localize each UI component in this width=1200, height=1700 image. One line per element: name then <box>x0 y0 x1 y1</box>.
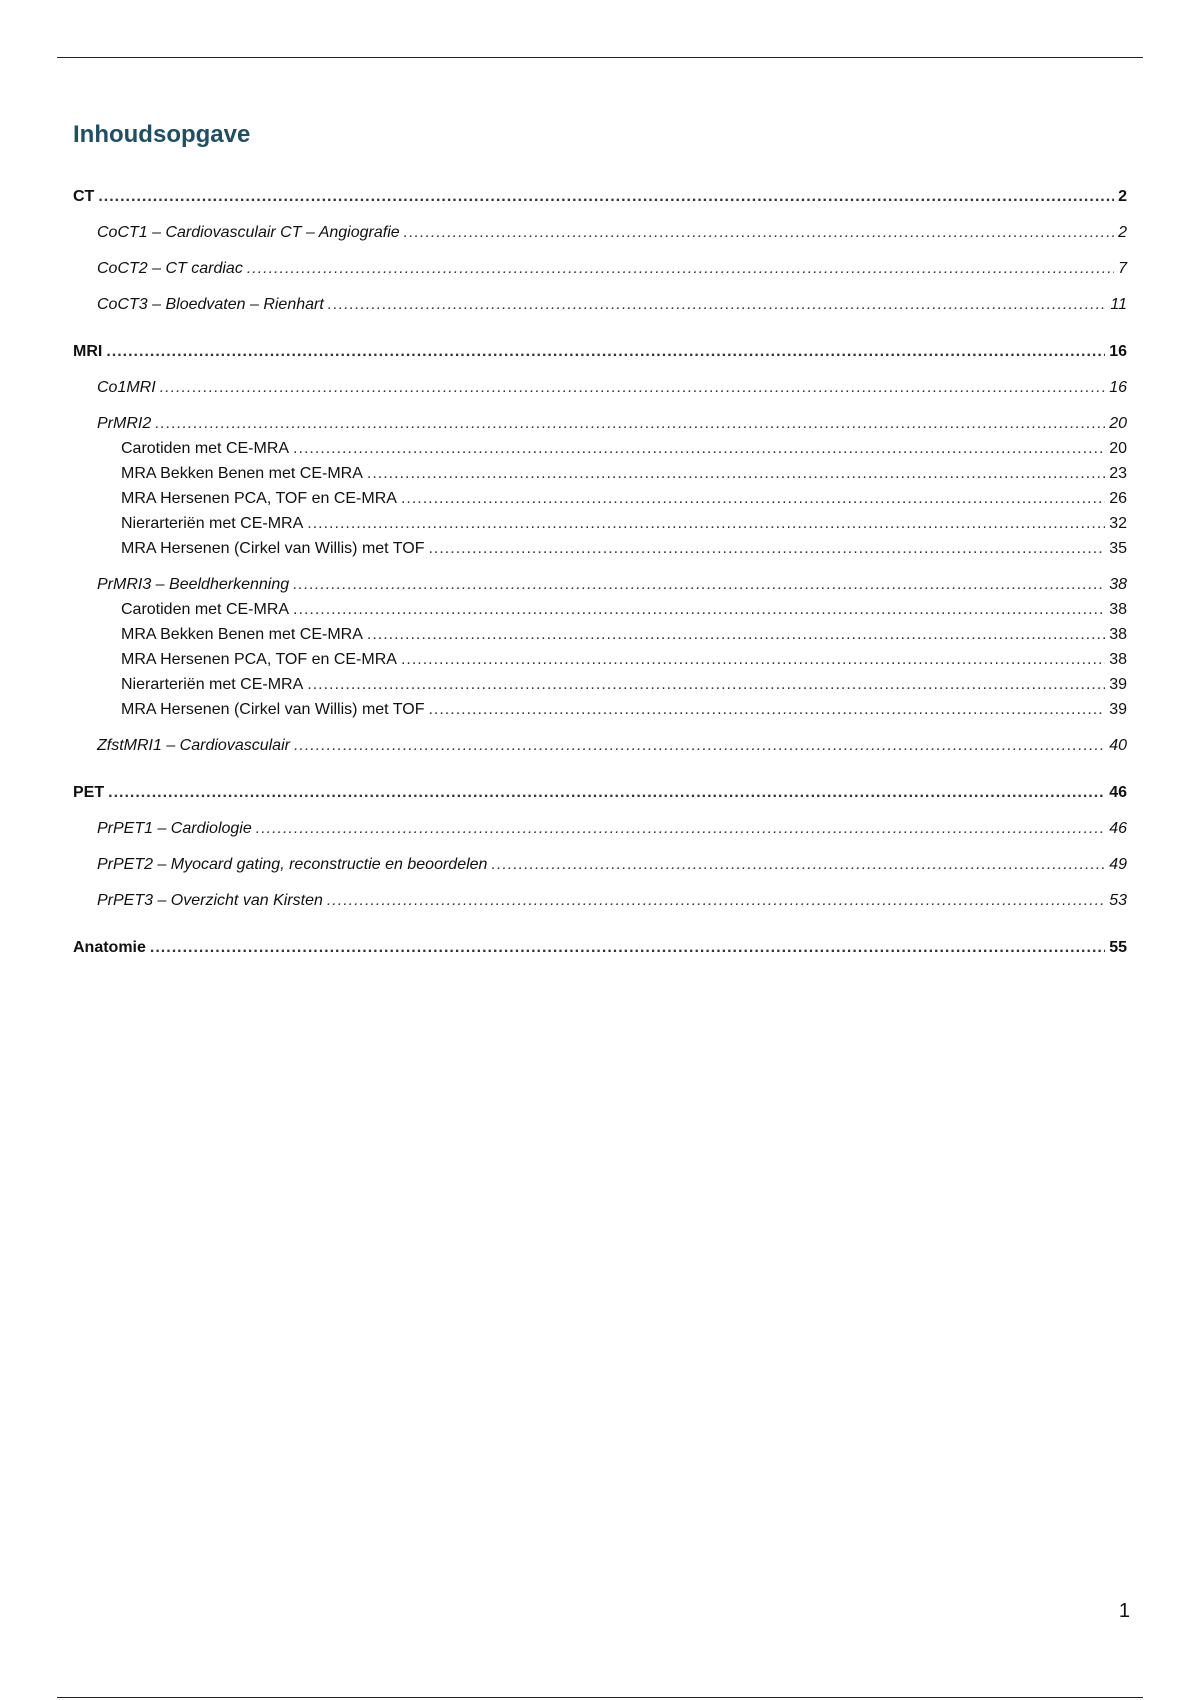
header-rule <box>57 57 1143 58</box>
toc-entry-page: 39 <box>1109 701 1127 718</box>
toc-entry[interactable] <box>73 574 1127 596</box>
toc-entry[interactable] <box>73 735 1127 757</box>
toc-entry[interactable] <box>73 186 1127 208</box>
toc-entry-page: 20 <box>1109 415 1127 432</box>
toc-entry[interactable] <box>73 463 1127 485</box>
toc-entry[interactable] <box>73 890 1127 912</box>
toc-entry-page: 46 <box>1109 784 1127 801</box>
toc-entry-label: PrMRI2 <box>97 415 152 432</box>
toc-dot-leader <box>401 488 1105 510</box>
toc-dot-leader <box>428 699 1105 721</box>
toc-title: Inhoudsopgave <box>73 121 251 148</box>
toc-entry-page: 7 <box>1118 260 1127 277</box>
toc-entry-label: Nierarteriën met CE-MRA <box>121 515 304 532</box>
toc-entry[interactable] <box>73 538 1127 560</box>
toc-entry[interactable] <box>73 377 1127 399</box>
toc-entry-page: 46 <box>1109 820 1127 837</box>
toc-entry-page: 32 <box>1109 515 1127 532</box>
toc-entry-label: CoCT1 – Cardiovasculair CT – Angiografie <box>97 224 400 241</box>
toc-entry-page: 55 <box>1109 939 1127 956</box>
toc-entry[interactable] <box>73 854 1127 876</box>
toc-entry[interactable] <box>73 258 1127 280</box>
toc-entry-label: MRA Hersenen (Cirkel van Willis) met TOF <box>121 701 425 718</box>
toc-entry-page: 38 <box>1109 601 1127 618</box>
toc-entry-page: 23 <box>1109 465 1127 482</box>
toc-entry-label: MRA Hersenen PCA, TOF en CE-MRA <box>121 651 397 668</box>
toc-dot-leader <box>401 649 1105 671</box>
toc-dot-leader <box>293 574 1105 596</box>
toc-entry-label: CoCT2 – CT cardiac <box>97 260 243 277</box>
toc-entry-label: Co1MRI <box>97 379 156 396</box>
toc-entry[interactable] <box>73 649 1127 671</box>
toc-entry-page: 40 <box>1109 737 1127 754</box>
toc-entry[interactable] <box>73 624 1127 646</box>
toc-entry[interactable] <box>73 599 1127 621</box>
toc-entry-page: 53 <box>1109 892 1127 909</box>
toc-dot-leader <box>307 513 1105 535</box>
toc-dot-leader <box>247 258 1114 280</box>
toc-dot-leader <box>404 222 1114 244</box>
toc-dot-leader <box>293 438 1105 460</box>
toc-entry[interactable] <box>73 699 1127 721</box>
toc-entry-label: MRA Hersenen (Cirkel van Willis) met TOF <box>121 540 425 557</box>
toc-entry-page: 49 <box>1109 856 1127 873</box>
toc-dot-leader <box>307 674 1105 696</box>
toc-entry-label: PrMRI3 – Beeldherkenning <box>97 576 290 593</box>
toc-entry-page: 16 <box>1109 343 1127 360</box>
toc-entry-page: 38 <box>1109 626 1127 643</box>
toc-entry-label: CT <box>73 188 95 205</box>
toc-dot-leader <box>155 413 1105 435</box>
toc-dot-leader <box>106 341 1105 363</box>
toc-dot-leader <box>256 818 1105 840</box>
toc-entry-label: PrPET1 – Cardiologie <box>97 820 252 837</box>
toc-entry-label: PrPET2 – Myocard gating, reconstructie en beoordelen <box>97 856 488 873</box>
toc-entry-label: MRA Hersenen PCA, TOF en CE-MRA <box>121 490 397 507</box>
toc-dot-leader <box>428 538 1105 560</box>
toc-entry-label: MRI <box>73 343 103 360</box>
toc-entry-page: 16 <box>1109 379 1127 396</box>
toc-entry-page: 26 <box>1109 490 1127 507</box>
toc-entry[interactable] <box>73 674 1127 696</box>
toc-entry-label: Nierarteriën met CE-MRA <box>121 676 304 693</box>
toc-entry[interactable] <box>73 818 1127 840</box>
toc-entry-page: 38 <box>1109 576 1127 593</box>
toc-entry-label: ZfstMRI1 – Cardiovasculair <box>97 737 290 754</box>
toc-entry-label: MRA Bekken Benen met CE-MRA <box>121 626 363 643</box>
toc-dot-leader <box>491 854 1105 876</box>
table-of-contents <box>73 186 1127 959</box>
toc-entry[interactable] <box>73 413 1127 435</box>
toc-entry-page: 35 <box>1109 540 1127 557</box>
toc-entry-page: 39 <box>1109 676 1127 693</box>
toc-entry-page: 2 <box>1118 188 1127 205</box>
toc-entry-label: Anatomie <box>73 939 146 956</box>
toc-entry[interactable] <box>73 488 1127 510</box>
toc-entry[interactable] <box>73 937 1127 959</box>
toc-dot-leader <box>294 735 1105 757</box>
toc-dot-leader <box>328 294 1107 316</box>
toc-entry[interactable] <box>73 222 1127 244</box>
toc-dot-leader <box>367 624 1105 646</box>
toc-dot-leader <box>98 186 1114 208</box>
page-number: 1 <box>1118 1600 1130 1622</box>
toc-entry-label: PET <box>73 784 105 801</box>
footer-rule <box>57 1697 1143 1698</box>
toc-entry[interactable] <box>73 294 1127 316</box>
toc-dot-leader <box>327 890 1105 912</box>
toc-dot-leader <box>293 599 1105 621</box>
toc-entry-label: CoCT3 – Bloedvaten – Rienhart <box>97 296 324 313</box>
toc-entry-page: 38 <box>1109 651 1127 668</box>
toc-entry[interactable] <box>73 513 1127 535</box>
toc-entry-label: PrPET3 – Overzicht van Kirsten <box>97 892 323 909</box>
toc-entry[interactable] <box>73 782 1127 804</box>
toc-entry-label: Carotiden met CE-MRA <box>121 440 290 457</box>
toc-entry[interactable] <box>73 341 1127 363</box>
toc-dot-leader <box>150 937 1105 959</box>
toc-entry[interactable] <box>73 438 1127 460</box>
toc-entry-label: Carotiden met CE-MRA <box>121 601 290 618</box>
toc-dot-leader <box>160 377 1106 399</box>
toc-entry-label: MRA Bekken Benen met CE-MRA <box>121 465 363 482</box>
toc-dot-leader <box>108 782 1105 804</box>
toc-entry-page: 20 <box>1109 440 1127 457</box>
toc-entry-page: 2 <box>1118 224 1127 241</box>
toc-entry-page: 11 <box>1110 296 1127 313</box>
toc-dot-leader <box>367 463 1105 485</box>
